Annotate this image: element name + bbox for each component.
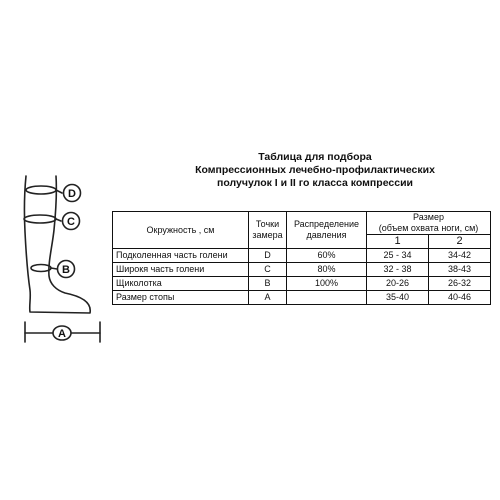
title-line-3: получулок I и II го класса компрессии	[217, 177, 413, 189]
row-size-2: 34-42	[429, 249, 491, 263]
row-label: Широкя часть голени	[113, 263, 249, 277]
header-distribution	[287, 212, 367, 249]
row-pressure: 100%	[287, 277, 367, 291]
row-size-2: 40-46	[429, 291, 491, 305]
marker-a: A	[58, 328, 66, 340]
row-size-1: 35-40	[367, 291, 429, 305]
header-circumference: Окружность , см	[113, 212, 249, 249]
header-size-2: 2	[429, 235, 491, 249]
row-pressure: 60%	[287, 249, 367, 263]
row-pressure	[287, 291, 367, 305]
header-points-line1: Точки	[255, 219, 280, 229]
header-points-line2: замера	[252, 230, 283, 240]
header-distribution-line1: Распределение	[293, 219, 360, 229]
band-c	[24, 215, 56, 223]
row-label: Размер стопы	[113, 291, 249, 305]
table-row	[113, 249, 491, 263]
marker-b: B	[62, 264, 70, 276]
title-line-1: Таблица для подбора	[258, 151, 372, 163]
marker-d: D	[68, 188, 76, 200]
row-size-1: 20-26	[367, 277, 429, 291]
header-size-line1: Размер	[413, 212, 444, 222]
row-size-1: 32 - 38	[367, 263, 429, 277]
leg-diagram	[0, 0, 110, 360]
table-row	[113, 277, 491, 291]
row-point: B	[249, 277, 287, 291]
row-label: Подколенная часть голени	[113, 249, 249, 263]
marker-c: C	[67, 216, 75, 228]
row-point: A	[249, 291, 287, 305]
row-size-1: 25 - 34	[367, 249, 429, 263]
header-points	[249, 212, 287, 249]
header-size-line2: (объем охвата ноги, см)	[378, 223, 479, 233]
header-size-1: 1	[367, 235, 429, 249]
size-table	[112, 211, 491, 305]
page-title	[150, 151, 480, 190]
row-label: Щиколотка	[113, 277, 249, 291]
header-distribution-line2: давления	[306, 230, 347, 240]
row-size-2: 26-32	[429, 277, 491, 291]
table-row	[113, 291, 491, 305]
band-d	[26, 186, 56, 194]
table-row	[113, 263, 491, 277]
row-point: C	[249, 263, 287, 277]
row-size-2: 38-43	[429, 263, 491, 277]
row-point: D	[249, 249, 287, 263]
title-line-2: Компрессионных лечебно-профилактических	[195, 164, 435, 176]
row-pressure: 80%	[287, 263, 367, 277]
header-size	[367, 212, 491, 235]
band-b	[31, 265, 51, 272]
